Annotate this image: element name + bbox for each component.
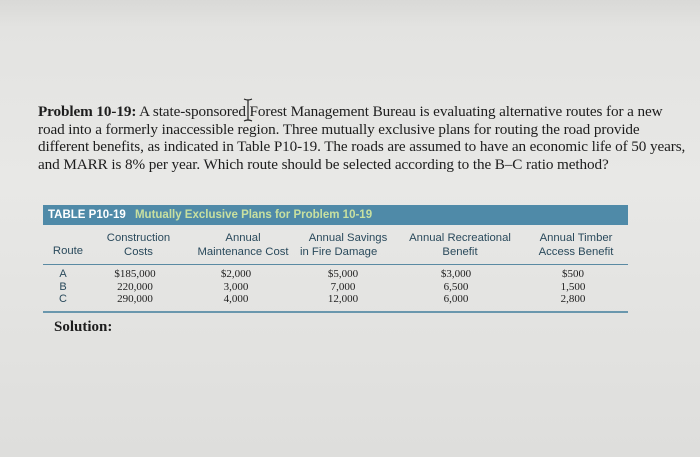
header-maintenance <box>183 232 303 259</box>
cell-maintenance: 4,000 <box>223 293 249 306</box>
header-timber <box>527 232 625 259</box>
cell-timber: $500 <box>562 268 584 280</box>
header-recreational-line2: Benefit <box>442 245 478 258</box>
header-route: Route <box>52 245 84 257</box>
text-cursor-icon <box>242 98 254 122</box>
table-bottom-rule <box>43 311 628 313</box>
header-rule <box>43 264 628 265</box>
header-fire <box>298 232 398 259</box>
header-construction-line1: Construction <box>106 232 171 244</box>
cell-route: B <box>59 280 67 293</box>
table-row <box>43 293 628 306</box>
header-recreational <box>399 232 521 259</box>
table-caption: Mutually Exclusive Plans for Problem 10-19 <box>134 209 373 221</box>
header-construction-line2: Costs <box>124 245 153 258</box>
cell-route: C <box>59 293 67 306</box>
cell-route: A <box>59 268 67 280</box>
cell-fire: $5,000 <box>327 268 359 280</box>
header-timber-line1: Annual Timber <box>539 232 613 244</box>
header-timber-line2: Access Benefit <box>538 245 614 258</box>
header-fire-line1: Annual Savings <box>308 232 388 244</box>
table-number: TABLE P10-19 <box>48 209 126 221</box>
cell-fire: 7,000 <box>330 280 356 293</box>
cell-construction: $185,000 <box>114 268 156 280</box>
table-row <box>43 268 628 281</box>
problem-label: Problem 10-19: <box>38 103 137 120</box>
header-fire-line2: in Fire Damage <box>300 245 378 258</box>
cell-timber: 2,800 <box>560 293 586 306</box>
table-column-headers <box>43 232 628 264</box>
header-maintenance-line2: Maintenance Cost <box>197 245 289 258</box>
problem-text: A state-sponsored Forest Management Bureau is evaluating alternative routes for a new road into a formerly inaccessible region. Three mutually exclusive plans for routing the road provide different benefits, as indicated in Table P10-19. The roads are assumed to have an economic life of 50 years, and MARR is 8% per year. Which route should be selected according to the B–C ratio method? <box>38 103 686 173</box>
header-construction <box>91 232 186 259</box>
cell-fire: 12,000 <box>327 293 359 306</box>
cell-construction: 290,000 <box>117 293 153 306</box>
solution-label: Solution: <box>54 319 113 335</box>
cell-recreational: $3,000 <box>440 268 472 280</box>
cell-maintenance: 3,000 <box>223 280 249 293</box>
header-recreational-line1: Annual Recreational <box>409 232 511 244</box>
table-row <box>43 281 628 294</box>
table-title-bar <box>43 205 628 225</box>
cell-construction: 220,000 <box>117 280 153 293</box>
cell-recreational: 6,000 <box>443 293 469 306</box>
cell-maintenance: $2,000 <box>220 268 252 280</box>
table-body <box>43 268 628 306</box>
problem-statement <box>38 103 688 173</box>
cell-timber: 1,500 <box>560 280 586 293</box>
header-maintenance-line1: Annual <box>225 232 261 244</box>
cell-recreational: 6,500 <box>443 280 469 293</box>
